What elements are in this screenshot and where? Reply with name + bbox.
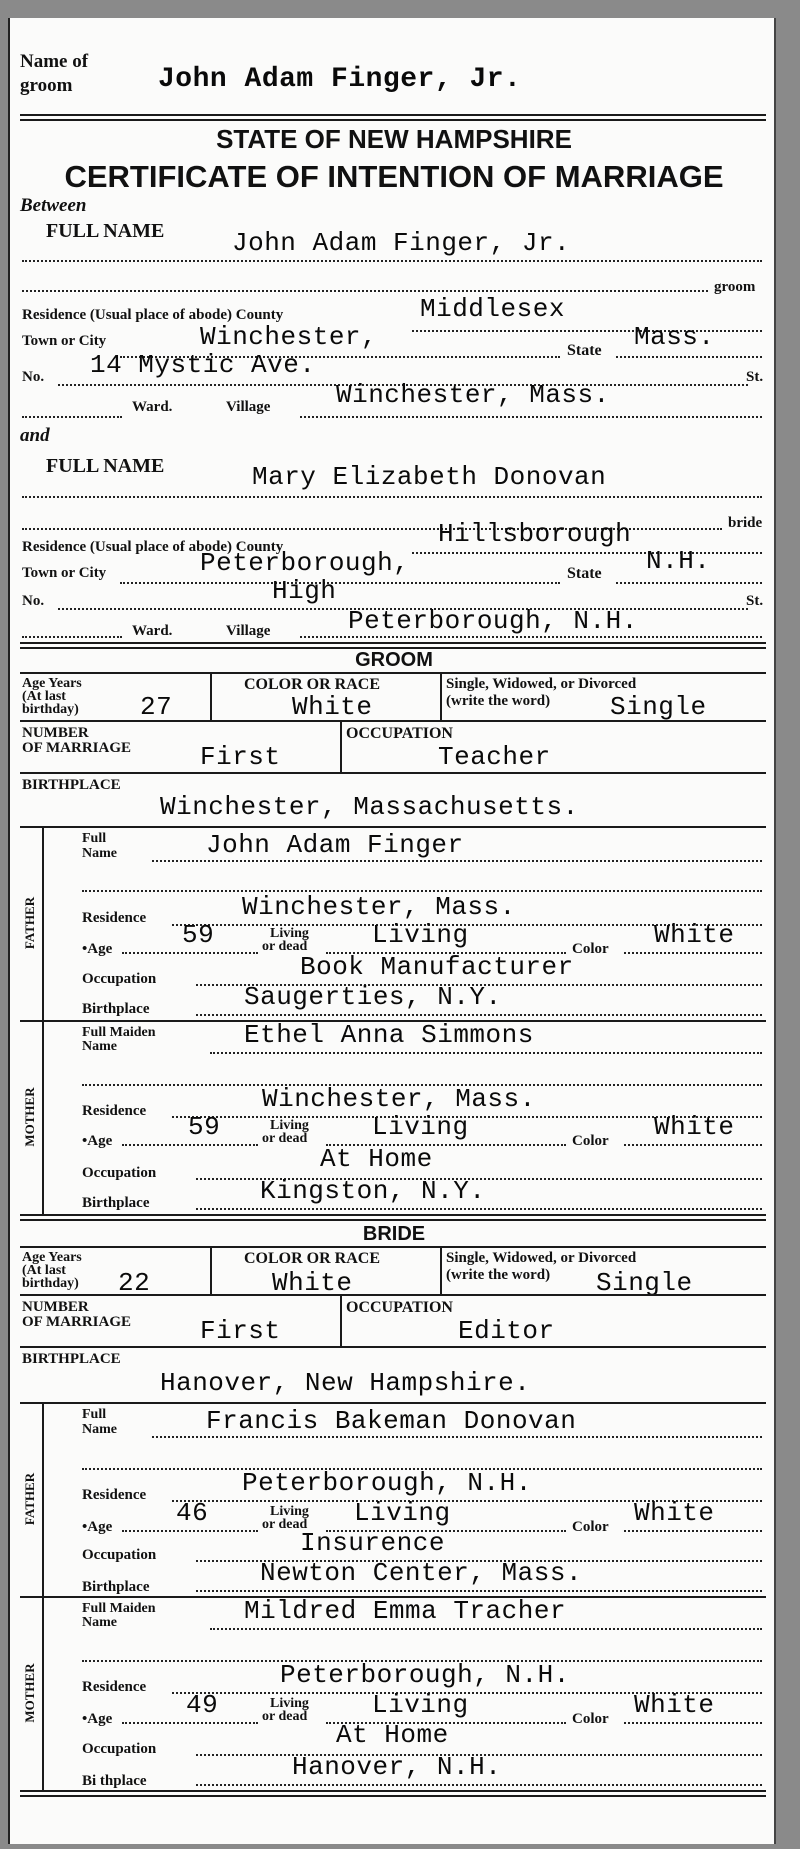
groom-father-side-label: FATHER — [22, 896, 37, 950]
groom-state-label: State — [567, 342, 602, 359]
bride-age-label-2: (At last — [22, 1263, 66, 1278]
bride-full-name: Mary Elizabeth Donovan — [252, 462, 607, 492]
bride-mother-birthplace-label: Bi thplace — [82, 1773, 147, 1789]
groom-mother-age-label: •Age — [82, 1133, 113, 1149]
bride-father-age-label: •Age — [82, 1519, 113, 1535]
bride-father-name-label-1: Full — [82, 1407, 107, 1422]
bride-no-label: No. — [22, 593, 45, 609]
bride-mother-living-label-1: Living — [270, 1696, 309, 1711]
bride-role-label: bride — [728, 515, 763, 531]
bride-mother-name-label-2: Name — [82, 1615, 117, 1630]
bride-number: First — [200, 1316, 281, 1346]
groom-mother-residence-label: Residence — [82, 1103, 147, 1119]
groom-father-living: Living — [372, 920, 469, 950]
bride-full-name-label: FULL NAME — [46, 455, 165, 477]
groom-father-residence: Winchester, Mass. — [242, 892, 516, 922]
bride-state: N.H. — [646, 546, 711, 576]
groom-father-occupation-label: Occupation — [82, 971, 157, 987]
bride-father-living: Living — [354, 1498, 451, 1528]
groom-status: Single — [610, 692, 707, 722]
bride-age-label-3: birthday) — [22, 1276, 79, 1291]
groom-st-label: St. — [746, 369, 764, 385]
bride-county: Hillsborough — [438, 519, 632, 549]
bride-father-living-label-1: Living — [270, 1504, 309, 1519]
groom-occupation: Teacher — [438, 742, 551, 772]
groom-father-color: White — [654, 920, 735, 950]
bride-birthplace-label: BIRTHPLACE — [22, 1351, 121, 1367]
groom-role-label: groom — [714, 279, 756, 295]
groom-mother-living: Living — [372, 1112, 469, 1142]
groom-number-label-2: OF MARRIAGE — [22, 740, 132, 756]
groom-mother-name: Ethel Anna Simmons — [244, 1020, 534, 1050]
groom-town: Winchester, — [200, 322, 378, 352]
groom-father-name: John Adam Finger — [206, 830, 464, 860]
between-label: Between — [20, 195, 87, 216]
name-of-groom-label: Name of — [20, 51, 89, 72]
bride-mother-residence-label: Residence — [82, 1679, 147, 1695]
groom-status-label-2: (write the word) — [446, 693, 551, 709]
groom-father-birthplace-label: Birthplace — [82, 1001, 150, 1017]
bride-age-label-1: Age Years — [22, 1250, 82, 1265]
groom-mother-side-label: MOTHER — [22, 1087, 37, 1147]
bride-age: 22 — [118, 1268, 151, 1298]
bride-village: Peterborough, N.H. — [348, 606, 638, 636]
bride-status-label-2: (write the word) — [446, 1267, 551, 1283]
groom-number: First — [200, 742, 281, 772]
groom-status-label-1: Single, Widowed, or Divorced — [446, 676, 637, 692]
groom-village: Winchester, Mass. — [336, 380, 610, 410]
groom-occupation-label: OCCUPATION — [346, 725, 453, 742]
bride-town: Peterborough, — [200, 548, 410, 578]
groom-mother-birthplace: Kingston, N.Y. — [260, 1176, 486, 1206]
groom-birthplace: Winchester, Massachusetts. — [160, 792, 579, 822]
bride-mother-residence: Peterborough, N.H. — [280, 1660, 570, 1690]
bride-father-color: White — [634, 1498, 715, 1528]
bride-birthplace: Hanover, New Hampshire. — [160, 1368, 531, 1398]
bride-father-living-label-2: or dead — [262, 1517, 308, 1532]
name-of-groom-label-2: groom — [20, 75, 73, 96]
groom-mother-age: 59 — [188, 1112, 221, 1142]
bride-father-name: Francis Bakeman Donovan — [206, 1406, 577, 1436]
groom-state: Mass. — [634, 322, 715, 352]
bride-father-occupation-label: Occupation — [82, 1547, 157, 1563]
groom-birthplace-label: BIRTHPLACE — [22, 777, 121, 793]
bride-color-label: COLOR OR RACE — [244, 1250, 381, 1267]
groom-section-title: GROOM — [355, 649, 433, 671]
groom-mother-residence: Winchester, Mass. — [262, 1084, 536, 1114]
bride-mother-occupation: At Home — [336, 1720, 449, 1750]
bride-street: High — [272, 576, 337, 606]
groom-county: Middlesex — [420, 294, 565, 324]
groom-number-label-1: NUMBER — [22, 725, 89, 741]
bride-mother-living-label-2: or dead — [262, 1709, 308, 1724]
bride-father-residence: Peterborough, N.H. — [242, 1468, 532, 1498]
bride-father-age: 46 — [176, 1498, 209, 1528]
groom-mother-name-label-2: Name — [82, 1039, 117, 1054]
groom-mother-birthplace-label: Birthplace — [82, 1195, 150, 1211]
groom-father-living-label-1: Living — [270, 926, 309, 941]
groom-age-label-2: (At last — [22, 689, 66, 704]
bride-father-birthplace: Newton Center, Mass. — [260, 1558, 583, 1588]
and-label: and — [20, 425, 50, 446]
groom-father-occupation: Book Manufacturer — [300, 952, 574, 982]
bride-father-birthplace-label: Birthplace — [82, 1579, 150, 1595]
bride-father-occupation: Insurence — [300, 1528, 445, 1558]
bride-ward-label: Ward. — [132, 623, 173, 639]
bride-st-label: St. — [746, 593, 764, 609]
groom-mother-occupation: At Home — [320, 1144, 433, 1174]
groom-no-label: No. — [22, 369, 45, 385]
certificate-title: CERTIFICATE OF INTENTION OF MARRIAGE — [64, 159, 724, 194]
groom-father-birthplace: Saugerties, N.Y. — [244, 982, 502, 1012]
bride-father-side-label: FATHER — [22, 1472, 37, 1526]
bride-number-label-1: NUMBER — [22, 1299, 89, 1315]
groom-mother-name-label-1: Full Maiden — [82, 1025, 156, 1040]
bride-mother-color: White — [634, 1690, 715, 1720]
groom-mother-living-label-2: or dead — [262, 1131, 308, 1146]
groom-name-header-value: John Adam Finger, Jr. — [158, 64, 522, 95]
bride-section-title: BRIDE — [362, 1223, 426, 1245]
bride-father-name-label-2: Name — [82, 1422, 117, 1437]
bride-father-residence-label: Residence — [82, 1487, 147, 1503]
groom-residence-county-label: Residence (Usual place of abode) County — [22, 307, 284, 323]
bride-number-label-2: OF MARRIAGE — [22, 1314, 132, 1330]
groom-full-name: John Adam Finger, Jr. — [232, 228, 571, 258]
groom-ward-label: Ward. — [132, 399, 173, 415]
bride-status-label-1: Single, Widowed, or Divorced — [446, 1250, 637, 1266]
groom-mother-color-label: Color — [572, 1133, 609, 1149]
bride-mother-living: Living — [372, 1690, 469, 1720]
bride-mother-birthplace: Hanover, N.H. — [292, 1752, 502, 1782]
bride-status: Single — [596, 1268, 693, 1298]
bride-mother-name: Mildred Emma Tracher — [244, 1596, 567, 1626]
bride-town-label: Town or City — [22, 565, 107, 581]
bride-state-label: State — [567, 565, 602, 582]
bride-mother-age: 49 — [186, 1690, 219, 1720]
groom-mother-color: White — [654, 1112, 735, 1142]
groom-father-living-label-2: or dead — [262, 939, 308, 954]
groom-father-color-label: Color — [572, 941, 609, 957]
groom-age-label-1: Age Years — [22, 676, 82, 691]
certificate-page — [8, 18, 776, 1844]
groom-color: White — [292, 692, 373, 722]
bride-mother-age-label: •Age — [82, 1711, 113, 1727]
bride-mother-name-label-1: Full Maiden — [82, 1601, 156, 1616]
bride-occupation: Editor — [458, 1316, 555, 1346]
groom-father-age-label: •Age — [82, 941, 113, 957]
groom-full-name-label: FULL NAME — [46, 220, 165, 242]
groom-father-residence-label: Residence — [82, 910, 147, 926]
groom-father-name-label-1: Full — [82, 831, 107, 846]
groom-mother-occupation-label: Occupation — [82, 1165, 157, 1181]
state-title: STATE OF NEW HAMPSHIRE — [216, 124, 572, 154]
bride-mother-side-label: MOTHER — [22, 1663, 37, 1723]
groom-father-age: 59 — [182, 920, 215, 950]
bride-mother-color-label: Color — [572, 1711, 609, 1727]
groom-father-name-label-2: Name — [82, 846, 117, 861]
bride-color: White — [272, 1268, 353, 1298]
groom-age-label-3: birthday) — [22, 702, 79, 717]
bride-father-color-label: Color — [572, 1519, 609, 1535]
groom-street: 14 Mystic Ave. — [90, 350, 316, 380]
groom-village-label: Village — [226, 399, 271, 415]
groom-age: 27 — [140, 692, 173, 722]
groom-color-label: COLOR OR RACE — [244, 676, 381, 693]
bride-mother-occupation-label: Occupation — [82, 1741, 157, 1757]
groom-mother-living-label-1: Living — [270, 1118, 309, 1133]
groom-town-label: Town or City — [22, 333, 107, 349]
bride-occupation-label: OCCUPATION — [346, 1299, 453, 1316]
bride-residence-county-label: Residence (Usual place of abode) County — [22, 539, 284, 555]
bride-village-label: Village — [226, 623, 271, 639]
